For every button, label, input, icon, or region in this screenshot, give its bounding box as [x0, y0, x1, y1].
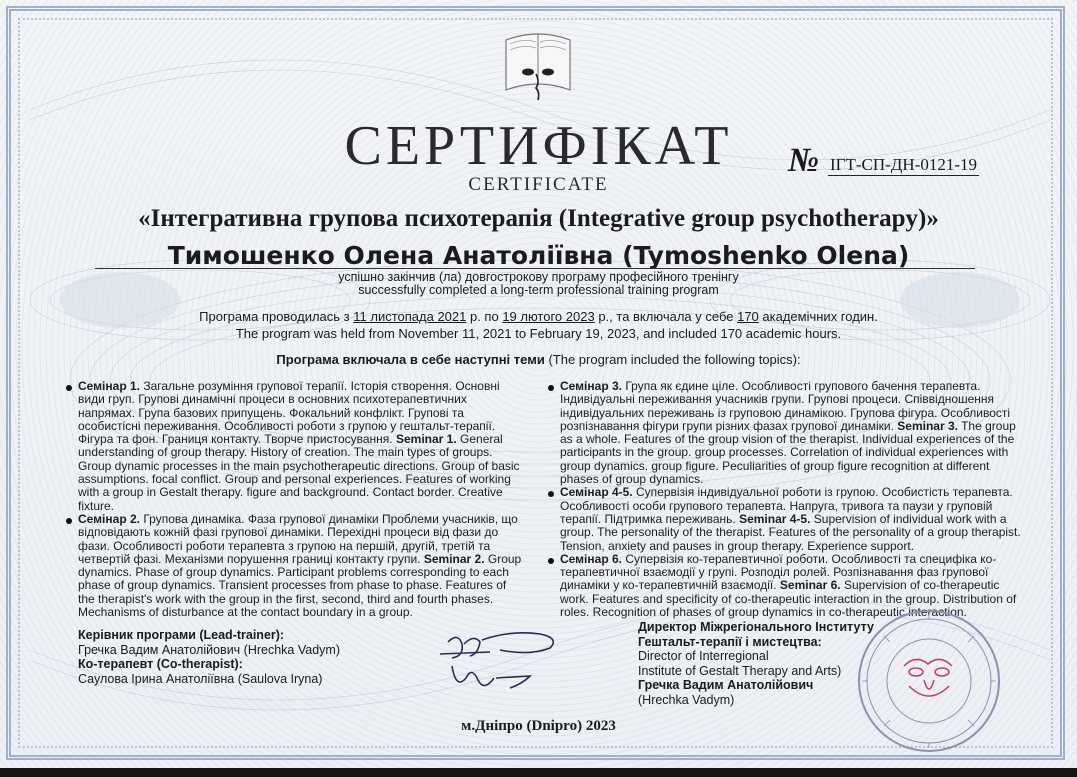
seminar-title: Семінар 2.: [78, 511, 140, 526]
director-title-en-2: Institute of Gestalt Therapy and Arts): [638, 663, 842, 678]
lead-trainer-label: Керівник програми (Lead-trainer):: [78, 628, 285, 642]
completion-en: successfully completed a long-term professional training program: [358, 283, 719, 297]
seminars-left-column: [66, 380, 526, 619]
name-underline: [95, 268, 975, 269]
topics-heading-uk: Програма включала в себе наступні теми: [276, 352, 545, 367]
bottom-bar: [0, 768, 1077, 777]
seminar-item: [548, 486, 1028, 552]
lead-trainer-name: Гречка Вадим Анатолійович (Hrechka Vadym): [78, 642, 340, 657]
director-name-en: (Hrechka Vadym): [638, 692, 735, 707]
certificate-title-en: CERTIFICATE: [468, 174, 609, 195]
director-name: Гречка Вадим Анатолійович: [638, 678, 814, 692]
seminar-text-uk: Групова динаміка. Фаза групової динаміки Проблеми учасників, що відповідають кожній фазі групової динаміки. Перехідні процеси від фази до фази. Особливості роботи терапевта з групою на першій, другій, третій та четвертій фазі. Механізми порушення границі контакту групи.: [78, 511, 518, 566]
period-mid: р. по: [466, 309, 503, 324]
period-mid2: р., та включала у себе: [594, 309, 738, 324]
period-end: 19 лютого 2023: [502, 309, 595, 324]
co-therapist-label: Ко-терапевт (Co-therapist):: [78, 657, 243, 671]
completion-uk: успішно закінчив (ла) довгострокову програму професійного тренінгу: [338, 270, 739, 284]
director-title-uk-1: Директор Міжрегіонального Інституту: [638, 620, 874, 634]
handwritten-signatures: [430, 620, 580, 700]
seminar-title-en: Seminar 1.: [395, 432, 457, 447]
certificate-title: СЕРТИФІКАТ: [344, 115, 733, 177]
seminar-text-uk: Загальне розуміння групової терапії. Історія створення. Основні види груп. Групові динамічні процеси в основних психотерапевтичних напрямах. Група базових припущень. Фокальний конфлікт. Групові та особистісні переживання. Особливості роботи з групою у гештальт-терапії. Фігура та фон. Границя контакту. Творче пристосування.: [78, 379, 500, 447]
seminar-text-en: The group as a whole. Features of the group vision of the therapist. Individual experiences of the participants in the group. group processes. Correlation of individual experiences with group dynamics. group figure. Peculiarities of group figure recognition at different phases of group dynamics.: [560, 418, 1016, 487]
seminar-title-en: Seminar 6.: [779, 578, 841, 593]
period-start: 11 листопада 2021: [353, 309, 467, 324]
topics-heading-en: (The program included the following topics):: [544, 352, 801, 367]
number-sign: №: [788, 142, 820, 179]
recipient-name: Тимошенко Олена Анатоліївна (Tymoshenko Olena): [167, 241, 910, 270]
seminar-text-en: Supervision of co-therapeutic work. Features and specificity of co-therapeutic interaction in the group. Distribution of roles. Recognition of phases of group dynamics in co-therapeutic interaction.: [560, 578, 1017, 620]
seminar-title: Семінар 1.: [78, 379, 140, 393]
period-suffix: академічних годин.: [758, 309, 878, 324]
seminar-text-en: Supervision of individual work with a group. The personality of the therapist. Features of the personality of a group therapist. Tension, anxiety and pauses in group therapy. Experience support.: [560, 511, 1021, 553]
director-title-uk-2: Гештальт-терапії і мистецтва:: [638, 634, 822, 649]
seminar-title-en: Seminar 2.: [423, 551, 485, 566]
seminar-text-uk: Супервізія ко-терапевтичної роботи. Особливості та специфіка ко-терапевтичної взаємодії у групі. Розподіл ролей. Розпізнавання фаз групової динаміки у ко-терапевтичній взаємодії.: [560, 551, 997, 593]
seminar-text-uk: Група як єдине ціле. Особливості групового бачення терапевта. Індивідуальні переживання учасників групи. Групові процеси. Співвідношення індивідуальних переживань із груповою динамікою. Групова фігура. Особливості розпізнавання фігури групи різних фазах групової динаміки.: [560, 379, 1011, 433]
course-title: «Інтегративна групова психотерапія (Integrative group psychotherapy)»: [138, 205, 939, 232]
program-period-en: The program was held from November 11, 2021 to February 19, 2023, and included 170 academic hours.: [235, 326, 842, 341]
seminar-title-en: Seminar 4-5.: [739, 511, 811, 526]
seminars-right-column: [548, 380, 1028, 619]
seminar-text-en: General understanding of group therapy. History of creation. The main types of groups. Group dynamic processes in the main psychotherapeutic directions. Group of basic assumptions. focal conflict. Group and personal experiences. Features of working with a group in Gestalt therapy. figure and background. Contact border. Creative fixture.: [78, 432, 520, 513]
city-year: м.Дніпро (Dnipro) 2023: [461, 718, 616, 734]
seminar-text-en: Group dynamics. Phase of group dynamics. Participant problems corresponding to each phase of group dynamics. Transient processes from phase to phase. Features of the therapist's work with the group in the first, second, third and fourth phases. Mechanisms of disturbance at the contact boundary in a group.: [78, 551, 522, 620]
program-period-uk: [0, 309, 1077, 325]
topics-heading: [0, 352, 1077, 368]
seminar-item: [66, 513, 526, 619]
signatures-right: [638, 620, 878, 707]
signatures-left: [78, 628, 418, 686]
seminar-title: Семінар 3.: [560, 379, 622, 393]
seminar-item: [66, 380, 526, 513]
seminar-item: [548, 380, 1028, 486]
director-title-en-1: Director of Interregional: [638, 649, 769, 663]
seminar-title: Семінар 4-5.: [560, 485, 633, 500]
co-therapist-name: Саулова Ірина Анатоліївна (Saulova Iryna): [78, 671, 323, 686]
period-prefix: Програма проводилась з: [199, 309, 354, 324]
open-book-eyes-icon: [500, 26, 576, 114]
seminar-title-en: Seminar 3.: [897, 418, 958, 433]
seminar-title: Семінар 6.: [560, 551, 622, 566]
period-hours: 170: [737, 309, 759, 324]
seminar-text-uk: Супервізія індивідуальної роботи із групою. Особистість терапевта. Особливості особи групового терапевта. Напруга, тривога та паузи у груповій терапії. Підтримка переживань.: [560, 485, 1013, 526]
certificate-number: ІГТ-СП-ДН-0121-19: [830, 155, 978, 174]
